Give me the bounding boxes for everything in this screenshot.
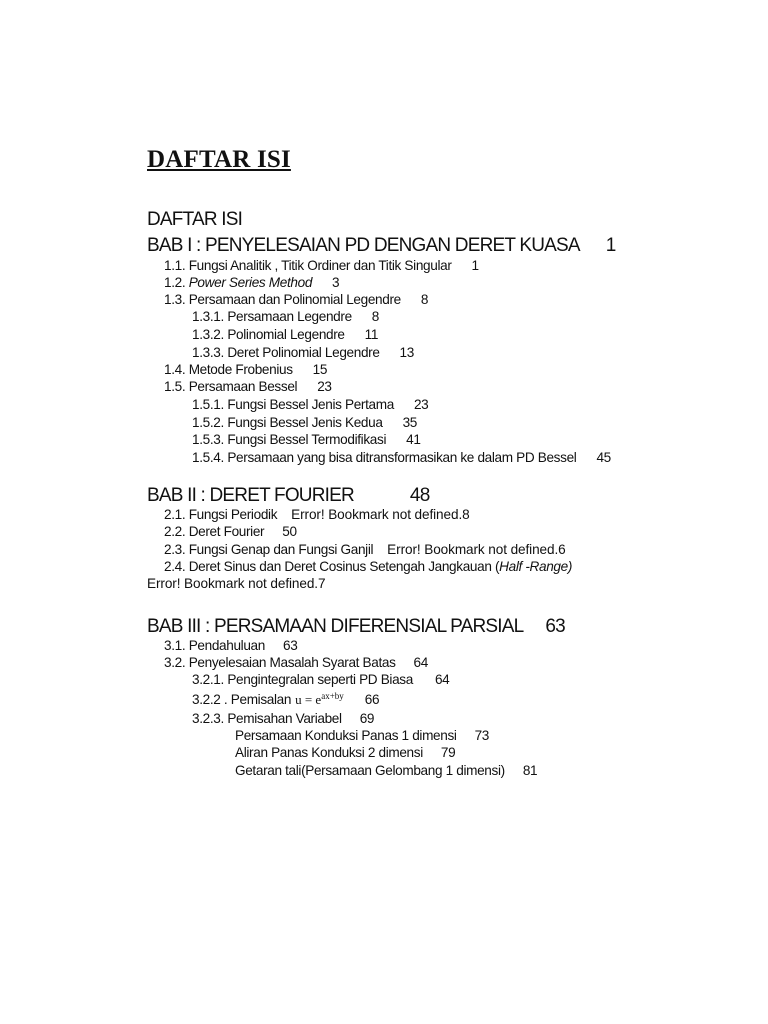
toc-title: 1.5.2. Fungsi Bessel Jenis Kedua [192,415,383,430]
toc-title: 1.3.2. Polinomial Legendre [192,327,345,342]
toc-page: 13 [399,345,414,360]
toc-1-3-3[interactable] [192,346,414,360]
toc-panas-1d[interactable] [235,729,489,743]
toc-number: 1.2. [164,275,186,290]
toc-title: 3.1. Pendahuluan [164,638,265,653]
toc-page: 64 [413,655,428,670]
toc-title: Persamaan Konduksi Panas 1 dimensi [235,728,457,743]
toc-1-5-2[interactable] [192,416,417,430]
toc-page: 63 [282,638,298,653]
toc-page: 48 [409,485,430,506]
toc-page: 79 [440,745,456,760]
toc-1-2[interactable] [164,276,339,290]
bookmark-error: Error! Bookmark not defined.8 [291,507,470,522]
toc-page: 3 [332,275,340,290]
bookmark-error: Error! Bookmark not defined.7 [147,576,326,591]
math-formula: $u = e^{ax+by}$ [295,691,344,707]
toc-title: 2.3. Fungsi Genap dan Fungsi Ganjil [164,542,374,557]
toc-2-2[interactable] [164,525,297,539]
toc-1-5-1[interactable] [192,398,428,412]
toc-page: 1 [471,258,479,273]
toc-title: BAB II : DERET FOURIER [147,485,354,506]
toc-page: 63 [545,616,565,637]
toc-title: Getaran tali(Persamaan Gelombang 1 dimensi) [235,763,505,778]
toc-page: 45 [596,450,611,465]
toc-page: 23 [317,379,332,394]
toc-page: 50 [282,524,297,539]
toc-1-3-1[interactable] [192,310,379,324]
toc-1-3-2[interactable] [192,328,378,342]
toc-page: 15 [312,362,328,377]
toc-title: 1.1. Fungsi Analitik , Titik Ordiner dan Titik Singular [164,258,452,273]
toc-1-3[interactable] [164,293,428,307]
toc-page: 8 [371,309,379,324]
toc-page: 1 [605,235,616,256]
toc-3-2-1[interactable] [192,673,449,687]
toc-page: 64 [434,672,450,687]
toc-title: 3.2.3. Pemisahan Variabel [192,711,342,726]
toc-1-1[interactable] [164,259,479,273]
toc-2-3[interactable] [164,543,566,557]
toc-3-2-3[interactable] [192,712,374,726]
toc-title: 2.2. Deret Fourier [164,524,265,539]
toc-title: 1.5.1. Fungsi Bessel Jenis Pertama [192,397,394,412]
toc-page: 11 [364,327,379,342]
page-title: DAFTAR ISI [147,146,291,173]
toc-2-1[interactable] [164,508,470,522]
toc-page: 23 [413,397,429,412]
bookmark-error: Error! Bookmark not defined.6 [387,542,566,557]
toc-1-5-4[interactable] [192,451,611,465]
toc-title: Power Series Method [188,275,313,290]
toc-title: 2.4. Deret Sinus dan Deret Cosinus Setengah Jangkauan ( [164,559,500,574]
toc-bab-1[interactable] [147,236,616,255]
toc-3-2-2[interactable] [192,692,379,707]
toc-title: Aliran Panas Konduksi 2 dimensi [235,745,423,760]
toc-getaran-tali[interactable] [235,764,537,778]
toc-1-5[interactable] [164,380,332,394]
toc-title: 1.3.1. Persamaan Legendre [192,309,352,324]
toc-title: 1.5. Persamaan Bessel [164,379,298,394]
toc-page: 73 [474,728,490,743]
toc-title: 1.4. Metode Frobenius [164,362,293,377]
toc-1-4[interactable] [164,363,327,377]
toc-1-5-3[interactable] [192,433,421,447]
toc-page: 35 [402,415,417,430]
toc-2-4[interactable] [164,560,572,574]
toc-title: BAB I : PENYELESAIAN PD DENGAN DERET KUASA [147,235,580,256]
toc-title: 1.3.3. Deret Polinomial Legendre [192,345,380,360]
toc-page: 69 [359,711,375,726]
toc-title: 1.5.3. Fungsi Bessel Termodifikasi [192,432,387,447]
toc-panas-2d[interactable] [235,746,455,760]
toc-title: 3.2.1. Pengintegralan seperti PD Biasa [192,672,413,687]
toc-title: 3.2.2 . Pemisalan [192,692,292,707]
toc-title: 1.5.4. Persamaan yang bisa ditransformasikan ke dalam PD Bessel [192,450,577,465]
toc-title-italic: Half -Range) [499,559,573,574]
toc-page: 41 [406,432,421,447]
toc-page: 66 [364,692,380,707]
toc-3-1[interactable] [164,639,297,653]
toc-title: BAB III : PERSAMAAN DIFERENSIAL PARSIAL [147,616,524,637]
toc-daftar-isi[interactable]: DAFTAR ISI [147,209,243,230]
toc-title: 1.3. Persamaan dan Polinomial Legendre [164,292,401,307]
toc-page: 81 [522,763,538,778]
toc-title: 2.1. Fungsi Periodik [164,507,278,522]
toc-title: 3.2. Penyelesaian Masalah Syarat Batas [164,655,396,670]
toc-page: 8 [420,292,429,307]
toc-bab-3[interactable] [147,617,565,636]
toc-bab-2[interactable] [147,486,429,505]
toc-3-2[interactable] [164,656,428,670]
